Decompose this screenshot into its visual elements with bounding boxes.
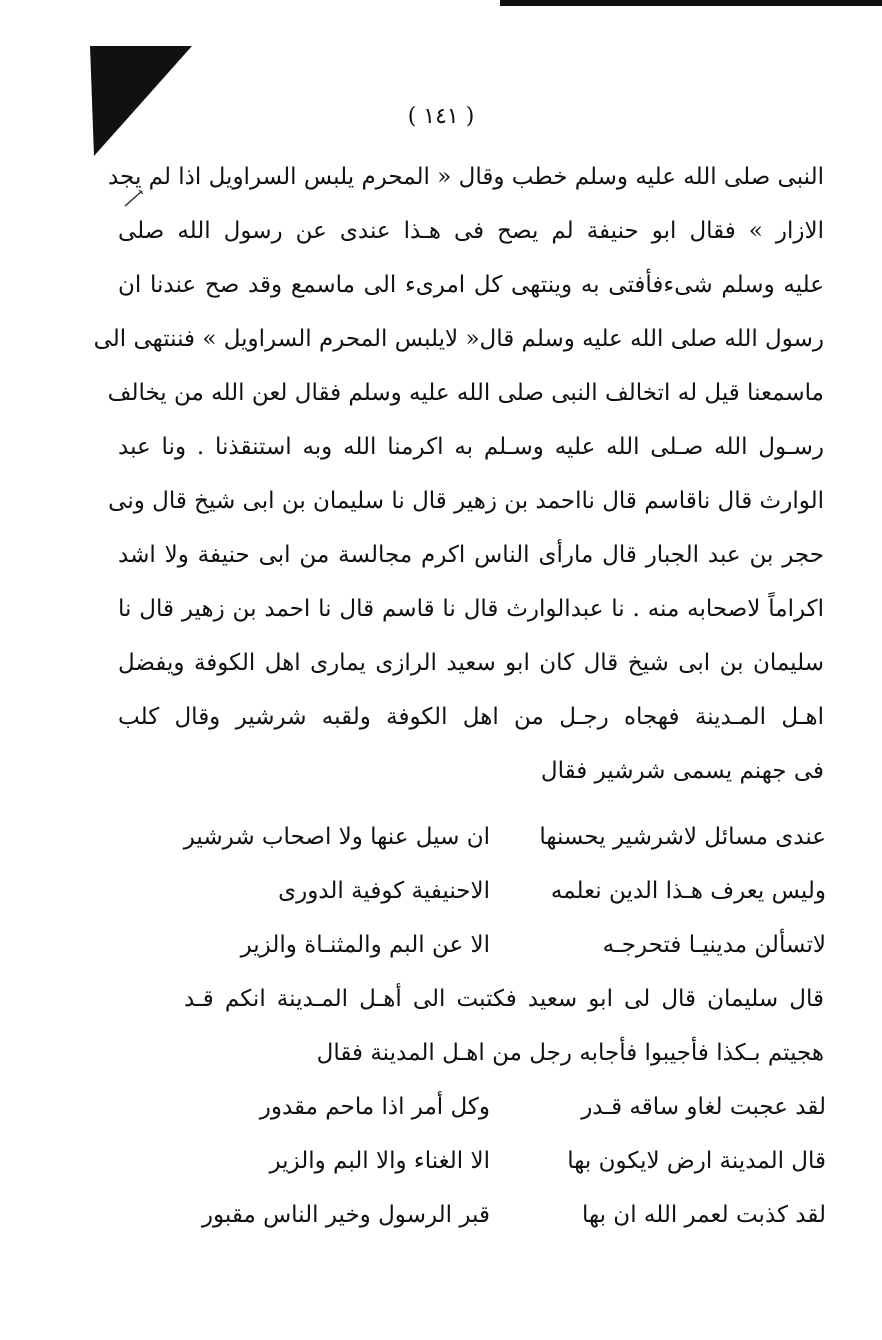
top-edge-rule <box>500 0 882 6</box>
verse-second-hemistich: الا عن البم والمثنـاة والزير <box>240 932 490 958</box>
verse-row <box>190 918 826 972</box>
prose-line: اهـل المـدينة فهجاه رجـل من اهل الكوفة ولقبه شرشير وقال كلب <box>118 704 824 730</box>
verse-first-hemistich: لقد عجبت لغاو ساقه قـدر <box>581 1094 826 1120</box>
verse-first-hemistich: وليس يعرف هـذا الدين نعلمه <box>550 878 826 904</box>
prose-line: قال سليمان قال لى ابو سعيد فكتبت الى أهـل المـدينة انكم قـد <box>184 986 824 1012</box>
prose-line: الوارث قال ناقاسم قال نااحمد بن زهير قال نا سليمان بن ابى شيخ قال ونى <box>108 488 824 514</box>
corner-fold-mark <box>90 46 192 156</box>
prose-block-1 <box>93 150 824 798</box>
verse-first-hemistich: لقد كذبت لعمر الله ان بها <box>581 1202 826 1228</box>
verse-row <box>190 1080 826 1134</box>
prose-line: سليمان بن ابى شيخ قال كان ابو سعيد الرازى يمارى اهل الكوفة ويفضل <box>118 650 824 676</box>
prose-line: هجيتم بـكذا فأجيبوا فأجابه رجل من اهـل المدينة فقال <box>316 1040 824 1066</box>
prose-line: رسـول الله صـلى الله عليه وسـلم به اكرمنا الله وبه استنقذنا . ونا عبد <box>118 434 824 460</box>
poem-block-1 <box>183 810 826 972</box>
verse-row <box>183 810 826 864</box>
verse-first-hemistich: عندى مسائل لاشرشير يحسنها <box>539 824 826 850</box>
prose-line: النبى صلى الله عليه وسلم خطب وقال « المحرم يلبس السراويل اذا لم يجد <box>108 164 824 190</box>
prose-line: اكراماً لاصحابه منه . نا عبدالوارث قال نا قاسم قال نا احمد بن زهير قال نا <box>118 596 824 622</box>
prose-line: عليه وسلم شىءفأفتى به وينتهى كل امرىء الى ماسمع وقد صح عندنا ان <box>118 272 824 298</box>
verse-second-hemistich: الاحنيفية كوفية الدورى <box>278 878 490 904</box>
prose-line: رسول الله صلى الله عليه وسلم قال« لايلبس المحرم السراويل » فننتهى الى <box>93 326 824 352</box>
verse-first-hemistich: قال المدينة ارض لايكون بها <box>567 1148 826 1174</box>
prose-line: ماسمعنا قيل له اتخالف النبى صلى الله عليه وسلم فقال لعن الله من يخالف <box>107 380 824 406</box>
poem-block-2 <box>190 1080 826 1242</box>
verse-second-hemistich: ان سيل عنها ولا اصحاب شرشير <box>183 824 490 850</box>
verse-row <box>190 1134 826 1188</box>
prose-line: الازار » فقال ابو حنيفة لم يصح فى هـذا عندى عن رسول الله صلى <box>118 218 824 244</box>
verse-row <box>190 864 826 918</box>
prose-line: حجر بن عبد الجبار قال مارأى الناس اكرم مجالسة من ابى حنيفة ولا اشد <box>118 542 824 568</box>
verse-second-hemistich: وكل أمر اذا ماحم مقدور <box>259 1094 490 1120</box>
verse-first-hemistich: لاتسألن مدينيـا فتحرجـه <box>602 932 826 958</box>
verse-row <box>190 1188 826 1242</box>
prose-line: فى جهنم يسمى شرشير فقال <box>540 758 824 784</box>
verse-second-hemistich: قبر الرسول وخير الناس مقبور <box>201 1202 490 1228</box>
page-number: ( ١٤١ ) <box>407 104 475 129</box>
verse-second-hemistich: الا الغناء والا البم والزير <box>269 1148 490 1174</box>
prose-block-2 <box>184 972 824 1080</box>
